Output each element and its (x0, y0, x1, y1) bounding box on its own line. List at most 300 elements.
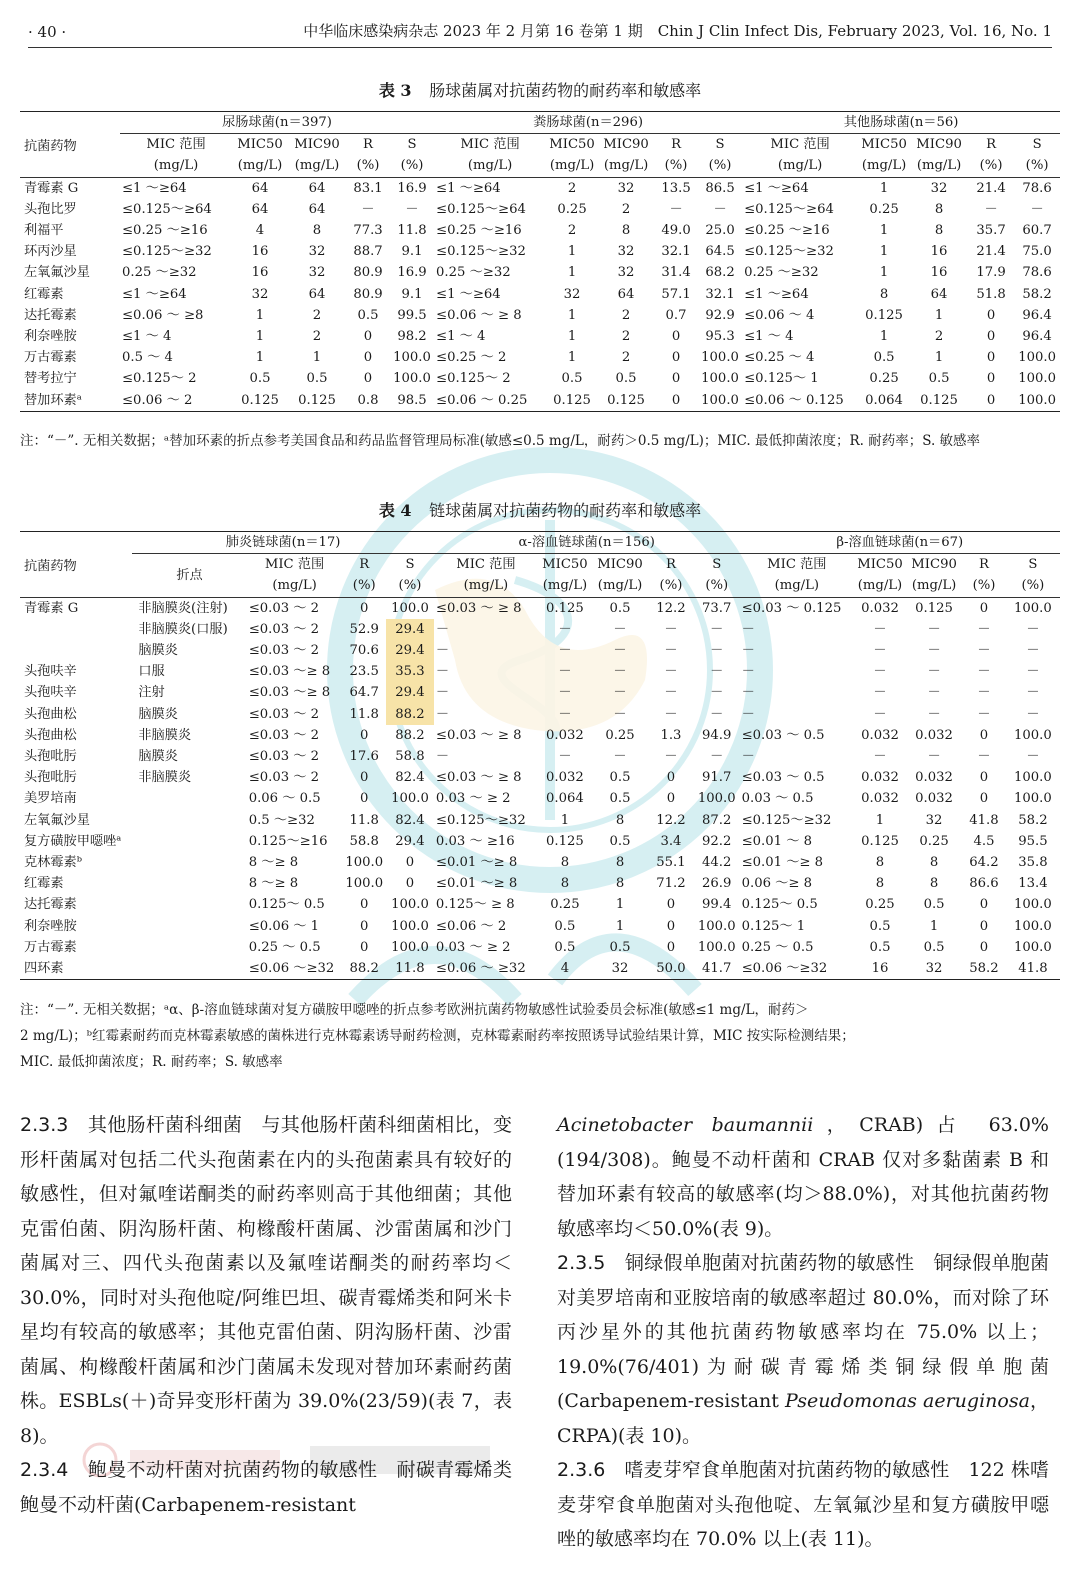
table-cell: 0 (979, 939, 989, 955)
table-cell: 0 (671, 329, 681, 345)
table4-subheader: S (712, 557, 722, 573)
table-cell: 0.25 (557, 201, 587, 217)
body-column-left (20, 1108, 512, 1522)
table-cell: 100.0 (698, 390, 742, 412)
table-cell: 2 (621, 201, 631, 217)
table-cell: ≤0.03 ～ 2 (248, 770, 320, 786)
table-cell: － (558, 643, 572, 659)
table-cell: 64.5 (705, 244, 735, 260)
table-cell: 0.5 (869, 918, 891, 934)
table-cell: 0 (979, 791, 989, 807)
table-cell: 0.125 (915, 600, 953, 616)
table-cell: 88.2 (386, 704, 434, 725)
table-cell: 0.06 ～≥ 8 (741, 876, 812, 892)
table4-label: 表 4 (378, 501, 412, 520)
table-cell: ≤0.25 ～≥16 (744, 223, 830, 239)
paragraph-text: ，CRAB)占 63.0%(194/308)。鲍曼不动杆菌和 CRAB 仅对多黏菌素 B 和替加环素有较高的敏感率(均＞88.0%)，对其他抗菌药物敏感率均＜50.0%(表 9)。 (557, 1114, 1049, 1240)
table-row (20, 241, 1060, 262)
drug-name: 利奈唑胺 (24, 918, 77, 934)
table-cell: 64 (251, 201, 269, 217)
table-row (20, 810, 1060, 831)
table-cell: 100.0 (701, 371, 739, 387)
table-cell: 0 (654, 390, 698, 412)
table4-unit: (mg/L) (538, 575, 592, 597)
table-cell: ≤0.25 ～ 2 (436, 350, 507, 366)
table3-subheader: MIC90 (603, 137, 649, 153)
table-cell: 0 (666, 770, 676, 786)
paragraph-text: 铜绿假单胞菌对美罗培南和亚胺培南的敏感率超过 80.0%，而对除了环丙沙星外的其他抗菌药物敏感率均在 75.0% 以上；19.0%(76/401)为耐碳青霉烯类铜绿假单胞菌(Carbapenem-resistant (557, 1252, 1049, 1412)
table-cell: 2 (312, 329, 322, 345)
table3-subheader: MIC50 (861, 137, 907, 153)
table-row (20, 597, 1060, 619)
table-cell: 100.0 (391, 897, 429, 913)
table-cell: 96.4 (1022, 307, 1052, 323)
table-cell: 9.1 (401, 286, 423, 302)
section-2-3-3 (20, 1108, 512, 1453)
table-cell: 88.2 (342, 958, 386, 980)
table-cell: 0.25 ～≥32 (436, 265, 511, 281)
table3-subheader: R (671, 137, 681, 153)
table-cell: ≤0.06 ～ 2 (435, 918, 507, 934)
table-row (20, 937, 1060, 958)
drug-name: 头孢吡肟 (24, 770, 77, 786)
table-cell: － (435, 749, 450, 765)
table-cell: 0.032 (546, 770, 584, 786)
table-cell: 100.0 (393, 350, 431, 366)
table4-subheader: MIC 范围 (456, 557, 516, 573)
table-cell: 100.0 (1014, 727, 1052, 743)
table-cell: 0.032 (861, 791, 899, 807)
table-cell: 1 (567, 329, 577, 345)
drug-name: 头孢吡肟 (24, 749, 77, 765)
breakpoint-condition (132, 873, 246, 894)
drug-name: 左氧氟沙星 (24, 265, 90, 281)
table-cell: 0.032 (861, 600, 899, 616)
table-cell: ≤0.03 ～≥ 8 (248, 685, 331, 701)
table-cell: 88.7 (353, 244, 383, 260)
table-cell: － (873, 621, 887, 637)
table4-unit: (mg/L) (247, 575, 343, 597)
table-cell: 100.0 (1014, 600, 1052, 616)
table-cell: 11.8 (386, 958, 434, 980)
table-cell: 1 (567, 265, 577, 281)
table-cell: 64.7 (349, 685, 379, 701)
table-cell: 0.064 (858, 390, 910, 412)
table-cell: 0.25 (550, 897, 580, 913)
table-cell: 8 ～≥ 8 (248, 855, 299, 871)
table-cell: 32 (617, 244, 635, 260)
table-cell: 1 (879, 329, 889, 345)
table-cell: 0 (666, 791, 676, 807)
drug-name: 红霉素 (24, 876, 64, 892)
table-cell: 8 (875, 855, 885, 871)
table-cell: 0.5 ～ 4 (122, 350, 173, 366)
table-cell: 0.125 (288, 390, 346, 412)
table-cell: ≤0.03 ～ 0.5 (741, 727, 825, 743)
table3-unit: (mg/L) (910, 155, 968, 177)
table-cell: 16.9 (397, 180, 427, 196)
table-cell: 0 (363, 371, 373, 387)
table-cell: － (669, 201, 683, 217)
table-cell: 98.5 (390, 390, 434, 412)
table-cell: － (713, 201, 727, 217)
table-row (20, 852, 1060, 873)
table4-subheader: MIC90 (597, 557, 643, 573)
table-row (20, 831, 1060, 852)
breakpoint-condition (132, 916, 246, 937)
table-cell: ≤1 ～ 4 (744, 329, 794, 345)
table4-group-header: β-溶血链球菌(n＝67) (740, 532, 1060, 554)
table-cell: 8 (615, 855, 625, 871)
drug-name: 头孢呋辛 (24, 685, 77, 701)
table-cell: 12.2 (656, 812, 686, 828)
table3-subheader: S (715, 137, 725, 153)
table-cell: 64 (930, 286, 948, 302)
table-cell: 98.2 (397, 329, 427, 345)
table-cell: 29.4 (386, 640, 434, 661)
table4-caption (0, 498, 1080, 521)
table-row (20, 368, 1060, 389)
table-cell: 100.0 (1014, 897, 1052, 913)
table-cell: ≤1 ～≥64 (744, 180, 809, 196)
table-cell: － (873, 664, 887, 680)
table-cell: ≤0.06 ～ 4 (744, 307, 815, 323)
table-cell: 41.7 (694, 958, 740, 980)
drug-name: 四环素 (20, 958, 132, 980)
table4-note-line: MIC. 最低抑菌浓度；R. 耐药率；S. 敏感率 (20, 1054, 283, 1070)
table-cell: 8 (560, 876, 570, 892)
table-cell: 0.125～ ≥ 8 (435, 897, 515, 913)
table-cell: 64 (308, 180, 326, 196)
table-cell: 87.2 (702, 812, 732, 828)
breakpoint-condition: 非脑膜炎 (138, 727, 192, 743)
table-cell: 0 (666, 939, 676, 955)
table-row (20, 640, 1060, 661)
drug-name: 达托霉素 (24, 897, 77, 913)
table-cell: ≤0.06 ～≥32 (740, 958, 854, 980)
table-cell: － (361, 201, 375, 217)
table-cell: 11.8 (349, 812, 379, 828)
table-cell: － (984, 201, 998, 217)
table-cell: 16 (251, 244, 269, 260)
table4-drug-header: 抗菌药物 (20, 532, 132, 598)
table-cell: 32.1 (661, 244, 691, 260)
table-cell: 86.6 (969, 876, 999, 892)
table3-subheader: MIC 范围 (770, 137, 830, 153)
table-cell: 0.032 (546, 727, 584, 743)
table-cell: 21.4 (976, 244, 1006, 260)
table-cell: 0.25 (869, 201, 899, 217)
drug-name: 替加环素ᵃ (20, 390, 120, 412)
table4-unit: (mg/L) (592, 575, 648, 597)
table-cell: 32.1 (705, 286, 735, 302)
body-column-right (557, 1108, 1049, 1557)
table-cell: 1 (255, 350, 265, 366)
table-cell: － (927, 685, 941, 701)
table-cell: 21.4 (976, 180, 1006, 196)
paragraph-text: 122 株嗜麦芽窄食单胞菌对头孢他啶、左氧氟沙星和复方磺胺甲噁唑的敏感率均在 70.0% 以上(表 11)。 (557, 1459, 1049, 1550)
table-row (20, 958, 1060, 980)
table-cell: 0.125 (232, 390, 288, 412)
table-cell: 58.8 (349, 833, 379, 849)
table-cell: 0.8 (346, 390, 390, 412)
table-cell: 44.2 (702, 855, 732, 871)
table4-unit: (%) (1006, 575, 1060, 597)
table-cell: － (710, 749, 724, 765)
table4-unit: (%) (962, 575, 1006, 597)
table-cell: 0.03 ～ ≥ 2 (435, 791, 511, 807)
table-cell: ≤0.125～ 1 (744, 371, 819, 387)
table-cell: － (977, 664, 991, 680)
table3-unit: (mg/L) (546, 155, 598, 177)
table-cell: 0.5 (609, 791, 631, 807)
table-cell: ≤0.03 ～ 2 (248, 600, 320, 616)
table-cell: 4 (538, 958, 592, 980)
table-cell: ≤1 ～≥64 (436, 286, 501, 302)
table3-unit: (mg/L) (120, 155, 232, 177)
table-cell: 2 (312, 307, 322, 323)
table-cell: － (613, 664, 627, 680)
table3-unit: (%) (654, 155, 698, 177)
table-cell: ≤0.01 ～≥ 8 (435, 855, 518, 871)
table-cell: 100.0 (1014, 791, 1052, 807)
table-cell: 78.6 (1022, 180, 1052, 196)
table-cell: 92.2 (702, 833, 732, 849)
table-cell: 0.125～≥16 (248, 833, 328, 849)
table-cell: － (977, 685, 991, 701)
breakpoint-condition: 非脑膜炎(口服) (138, 621, 228, 637)
table-row (20, 788, 1060, 809)
table3-unit: (mg/L) (858, 155, 910, 177)
table-cell: 2 (621, 329, 631, 345)
table-row (20, 305, 1060, 326)
breakpoint-condition: 脑膜炎 (138, 749, 178, 765)
table-cell: 0 (360, 600, 369, 616)
table-row (20, 894, 1060, 915)
table-cell: 0 (979, 600, 989, 616)
table-cell: 0.5 (554, 918, 576, 934)
table-cell: 8 (615, 812, 625, 828)
table-cell: 29.4 (386, 619, 434, 640)
table-cell: 2 (621, 350, 631, 366)
running-header (28, 18, 1052, 48)
drug-name: 万古霉素 (24, 939, 77, 955)
table-cell: 0.5 ～≥32 (248, 812, 315, 828)
table4-group-header: α-溶血链球菌(n＝156) (434, 532, 740, 554)
table-cell: － (1026, 664, 1040, 680)
table4-subheader: MIC 范围 (264, 557, 325, 573)
table-cell: 94.9 (702, 727, 732, 743)
table-cell: － (741, 643, 755, 659)
table-cell: － (927, 749, 941, 765)
table-cell: ≤0.125～ 2 (122, 371, 197, 387)
table-cell: ≤0.03 ～ 2 (248, 643, 320, 659)
table-cell: 0 (979, 770, 989, 786)
breakpoint-condition: 脑膜炎 (138, 706, 178, 722)
table-cell: 0.03 ～ ≥16 (435, 833, 515, 849)
table-cell: 58.8 (395, 749, 425, 765)
table-cell: 64 (308, 201, 326, 217)
table-cell: － (613, 643, 627, 659)
table-cell: 0 (986, 350, 996, 366)
table-cell: ≤0.125～≥32 (744, 244, 834, 260)
table3 (20, 111, 1060, 412)
table4-unit: (mg/L) (740, 575, 854, 597)
table-cell: ≤0.03 ～≥ 8 (248, 664, 331, 680)
table-cell: 0.25 ～≥32 (744, 265, 819, 281)
table-cell: 32 (906, 958, 962, 980)
table3-group-header: 其他肠球菌(n＝56) (742, 112, 1060, 134)
table-cell: 100.0 (393, 371, 431, 387)
breakpoint-condition: 脑膜炎 (138, 643, 178, 659)
table3-subheader: MIC90 (916, 137, 962, 153)
table-cell: 0 (405, 876, 415, 892)
table-cell: － (741, 706, 755, 722)
table-cell: 0 (979, 897, 989, 913)
table-cell: － (710, 643, 724, 659)
table-row (20, 725, 1060, 746)
table-cell: － (873, 685, 887, 701)
drug-name: 复方磺胺甲噁唑ᵃ (24, 833, 122, 849)
table-cell: 0.032 (915, 727, 953, 743)
table3-subheader: MIC90 (294, 137, 340, 153)
table-cell: 1 (879, 180, 889, 196)
table-cell: 0.03 ～ 0.5 (741, 791, 814, 807)
table-cell: 0 (666, 918, 676, 934)
breakpoint-condition (132, 788, 246, 809)
section-2-3-6 (557, 1453, 1049, 1557)
table-cell: 0.5 (306, 371, 328, 387)
table-cell: － (1026, 685, 1040, 701)
table-cell: 64 (251, 180, 269, 196)
table-cell: 0 (360, 727, 369, 743)
table-cell: 0.5 (873, 350, 895, 366)
table-cell: ≤0.03 ～ ≥ 8 (435, 600, 522, 616)
species-name: Pseudomonas aeruginosa (785, 1390, 1030, 1412)
table-cell: 17.6 (349, 749, 379, 765)
table-cell: 35.3 (386, 661, 434, 682)
table-cell: ≤0.06 ～ 2 (120, 390, 232, 412)
table-cell: － (435, 621, 450, 637)
table-cell: 35.7 (976, 223, 1006, 239)
table-cell: 1 (567, 244, 577, 260)
table-cell: 50.0 (648, 958, 694, 980)
table-cell: ≤1 ～ 4 (122, 329, 172, 345)
table-cell: 8 (929, 876, 939, 892)
table-cell: － (1026, 643, 1040, 659)
table3-unit: (mg/L) (434, 155, 546, 177)
breakpoint-condition (132, 852, 246, 873)
table-cell: 1 (615, 897, 625, 913)
table-cell: 1 (615, 918, 625, 934)
breakpoint-condition (132, 810, 246, 831)
table-cell: 16 (251, 265, 269, 281)
table4-unit: (%) (386, 575, 434, 597)
table-cell: 99.5 (397, 307, 427, 323)
table-cell: 16 (930, 265, 948, 281)
table-cell: 100.0 (1018, 371, 1056, 387)
table-cell: 8 (934, 201, 944, 217)
table-cell: ≤0.125～≥32 (435, 812, 526, 828)
table-cell: ≤0.06 ～ 0.25 (434, 390, 546, 412)
table-row (20, 177, 1060, 199)
table-cell: ≤0.03 ～ 2 (248, 706, 320, 722)
table-cell: 0 (968, 390, 1014, 412)
table-cell: － (613, 621, 627, 637)
table-cell: － (664, 685, 678, 701)
table-cell: 100.0 (345, 876, 384, 892)
table-cell: 0 (363, 329, 373, 345)
drug-name (20, 619, 132, 640)
table-cell: ≤0.125～≥32 (122, 244, 212, 260)
table-cell: 16 (930, 244, 948, 260)
table-cell: 0.125 (546, 600, 584, 616)
table-cell: － (741, 685, 755, 701)
table-cell: 49.0 (661, 223, 691, 239)
table-cell: － (664, 664, 678, 680)
table-cell: － (613, 706, 627, 722)
table4-note-line: 2 mg/L)；ᵇ红霉素耐药而克林霉素敏感的菌株进行克林霉素诱导耐药检测，克林霉素耐药率按照诱导试验结果计算，MIC 按实际检测结果； (20, 1028, 855, 1044)
table3-unit: (mg/L) (742, 155, 858, 177)
table-cell: 0.5 (869, 939, 891, 955)
journal-citation: 中华临床感染病杂志 2023 年 2 月第 16 卷第 1 期 Chin J Clin Infect Dis, February 2023, Vol. 16, No. 1 (303, 22, 1052, 40)
table4-subheader: R (666, 557, 676, 573)
table-cell: 58.2 (962, 958, 1006, 980)
breakpoint-condition: 非脑膜炎 (138, 770, 192, 786)
table-cell: 16 (854, 958, 906, 980)
table3-group-header: 粪肠球菌(n＝296) (434, 112, 742, 134)
table-cell: 0.5 (928, 371, 950, 387)
table-cell: － (435, 643, 450, 659)
table-cell: 83.1 (353, 180, 383, 196)
table-cell: 0.032 (861, 727, 899, 743)
table-cell: ≤0.06 ～ 1 (248, 918, 320, 934)
table-cell: 82.4 (395, 812, 425, 828)
table-cell: － (558, 664, 572, 680)
table-cell: 32 (617, 180, 635, 196)
table-cell: － (710, 685, 724, 701)
table-cell: ≤0.125～≥32 (436, 244, 526, 260)
table-cell: 32 (617, 265, 635, 281)
table4-unit: (mg/L) (854, 575, 906, 597)
table-cell: ≤0.125～≥64 (436, 201, 526, 217)
table-cell: 0.06 ～ 0.5 (248, 791, 321, 807)
table-cell: 25.0 (705, 223, 735, 239)
drug-name: 头孢比罗 (24, 201, 77, 217)
table-cell: 0.125 (546, 390, 598, 412)
table-cell: － (664, 621, 678, 637)
table-cell: 0.125 (861, 833, 899, 849)
table-cell: 0.125 (865, 307, 903, 323)
table-cell: 1 (879, 244, 889, 260)
table-cell: ≤1 ～≥64 (744, 286, 809, 302)
table-cell: － (1026, 621, 1040, 637)
table-cell: 35.8 (1018, 855, 1048, 871)
table4-unit: (mg/L) (906, 575, 962, 597)
table-cell: ≤0.06 ～ 0.125 (742, 390, 858, 412)
table-cell: 100.0 (697, 791, 736, 807)
breakpoint-condition: 注射 (138, 685, 165, 701)
table-cell: 0.7 (665, 307, 687, 323)
section-heading: 2.3.3 其他肠杆菌科细菌 (20, 1114, 243, 1136)
table-row (20, 347, 1060, 368)
table-cell: 0 (360, 791, 369, 807)
table-cell: 75.0 (1022, 244, 1052, 260)
table-cell: ≤0.25 ～≥16 (436, 223, 522, 239)
table-cell: 92.9 (705, 307, 735, 323)
table3-drug-header: 抗菌药物 (20, 112, 120, 178)
table-cell: 2 (567, 223, 577, 239)
